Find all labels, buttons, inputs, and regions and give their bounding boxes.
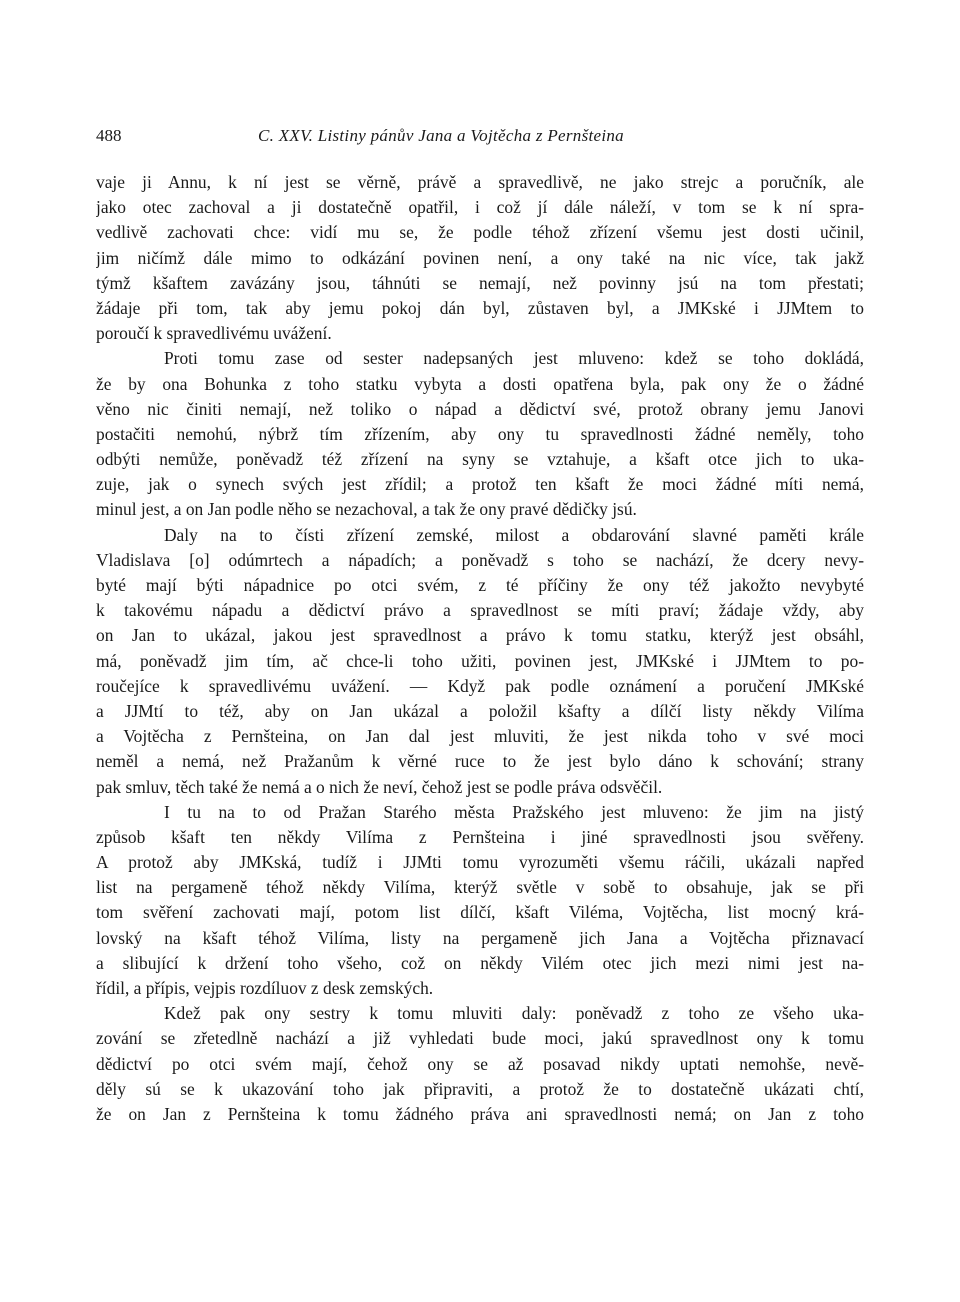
text-line: Kdež pak ony sestry k tomu mluviti daly: poněvadž z toho ze všeho uka- — [164, 1003, 864, 1024]
text-line: a Vojtěcha z Pernšteina, on Jan dal jest mluviti, že jest nikda toho v své moci — [96, 726, 864, 747]
text-line: Daly na to čísti zřízení zemské, milost a obdarování slavné paměti krále — [164, 524, 864, 545]
text-line: zování se zřetedlně nachází a již vyhledati bude moci, jakú spravedlnost ony k tomu — [96, 1028, 864, 1049]
text-line: poroučí k spravedlivému uvážení. — [96, 323, 332, 344]
body-text — [96, 170, 864, 1127]
text-line: byté mají býti nápadnice po otci svém, z té příčiny že ony též jakožto nevybyté — [96, 575, 864, 595]
text-line: a slibující k držení toho všeho, což on někdy Vilém otec jich mezi nimi jest na- — [96, 952, 864, 973]
paragraph — [96, 1001, 864, 1127]
paragraph — [96, 346, 864, 522]
paragraph — [96, 170, 864, 346]
running-title: C. XXV. Listiny pánův Jana a Vojtěcha z Pernšteina — [258, 126, 624, 145]
text-line: postačiti nemohú, nýbrž tím zřízením, aby ony tu spravedlnosti žádné neměly, toho — [96, 423, 864, 444]
text-line: že by ona Bohunka z toho statku vybyta a dosti opatřena byla, pak ony že o žádné — [96, 373, 864, 394]
text-line: Vladislava [o] odúmrtech a nápadích; a poněvadž s toho se nachází, že dcery nevy- — [96, 549, 864, 570]
text-line: roučejíce k spravedlivému uvážení. — Když pak podle oznámení a poručení JMKské — [96, 675, 864, 696]
text-line: žádaje při tom, tak aby jemu pokoj dán byl, zůstaven byl, a JMKské i JJMtem to — [96, 297, 864, 318]
text-line: neměl a nemá, než Pražanům k věrné ruce to že jest bylo dáno k schování; strany — [96, 751, 864, 772]
paragraph — [96, 800, 864, 1002]
text-line: věno nic činiti nemají, než toliko o nápad a dědictví své, protož obrany jemu Janovi — [96, 398, 864, 419]
text-line: minul jest, a on Jan podle něho se nezachoval, a tak že ony pravé dědičky jsú. — [96, 499, 637, 520]
text-line: I tu na to od Pražan Starého města Pražského jest mluveno: že jim na jistý — [164, 801, 864, 822]
text-line: list na pergameně téhož někdy Vilíma, kterýž světle v sobě to obsahuje, jak se při — [96, 877, 864, 898]
text-line: jako otec zachoval a ji dostatečně opatřil, i což jí dále náleží, v tom se k ní spra- — [96, 197, 864, 218]
text-line: a JJMtí to též, aby on Jan ukázal a položil kšafty a dílčí listy někdy Vilíma — [96, 700, 864, 721]
text-line: způsob kšaft ten někdy Vilíma z Pernšteina i jiné spravedlnosti jsou svěřeny. — [96, 826, 864, 847]
text-line: lovský na kšaft téhož Vilíma, listy na pergameně jich Jana a Vojtěcha přiznavací — [96, 927, 864, 948]
text-line: jim ničímž dále mimo to odkázání povinen není, a ony také na nic více, tak jakž — [96, 247, 864, 268]
text-line: odbýti nemůže, poněvadž též zřízení na syny se vztahuje, a kšaft otce jich to uka- — [96, 449, 864, 470]
text-line: A protož aby JMKská, tudíž i JJMti tomu vyrozuměti všemu ráčili, ukázali napřed — [96, 852, 864, 873]
running-head — [96, 118, 864, 154]
text-line: týmž kšaftem zavázány jsou, táhnúti se nemají, než povinny jsú na tom přestati; — [96, 272, 864, 293]
text-line: on Jan to ukázal, jakou jest spravedlnost a právo k tomu statku, kterýž jest obsáhl, — [96, 625, 864, 646]
book-page — [96, 118, 864, 1127]
text-line: dědictví po otci svém mají, čehož ony se až posavad nikdy uptati nemohše, nevě- — [96, 1053, 864, 1074]
text-line: Proti tomu zase od sester nadepsaných jest mluveno: kdež se toho dokládá, — [164, 348, 864, 369]
text-line: že on Jan z Pernšteina k tomu žádného práva ani spravedlnosti nemá; on Jan z toho — [96, 1103, 864, 1124]
text-line: vaje ji Annu, k ní jest se věrně, právě a spravedlivě, ne jako strejc a poručník, ale — [96, 172, 864, 192]
text-line: děly sú se k ukazování toho jak připraviti, a protož že to dostatečně ukázati chtí, — [96, 1078, 864, 1099]
text-line: k takovému nápadu a dědictví právo a spravedlnost se míti praví; žádaje vždy, aby — [96, 600, 864, 621]
text-line: pak smluv, těch také že nemá a o nich že neví, čehož jest se podle práva odsvěčil. — [96, 776, 663, 797]
text-line: tom svěření zachovati mají, potom list dílčí, kšaft Viléma, Vojtěcha, list mocný krá- — [96, 902, 864, 923]
text-line: vedlivě zachovati chce: vidí mu se, že podle téhož zřízení všemu jest dosti učinil, — [96, 222, 864, 243]
paragraph — [96, 523, 864, 800]
text-line: řídil, a přípis, vejpis rozdíluov z desk zemských. — [96, 978, 434, 998]
text-line: zuje, jak o synech svých jest zřídil; a protož ten kšaft že moci žádné míti nemá, — [96, 474, 864, 495]
page-number: 488 — [96, 126, 122, 145]
text-line: má, poněvadž jim tím, ač chce-li toho užiti, povinen jest, JMKské i JJMtem to po- — [96, 650, 864, 671]
